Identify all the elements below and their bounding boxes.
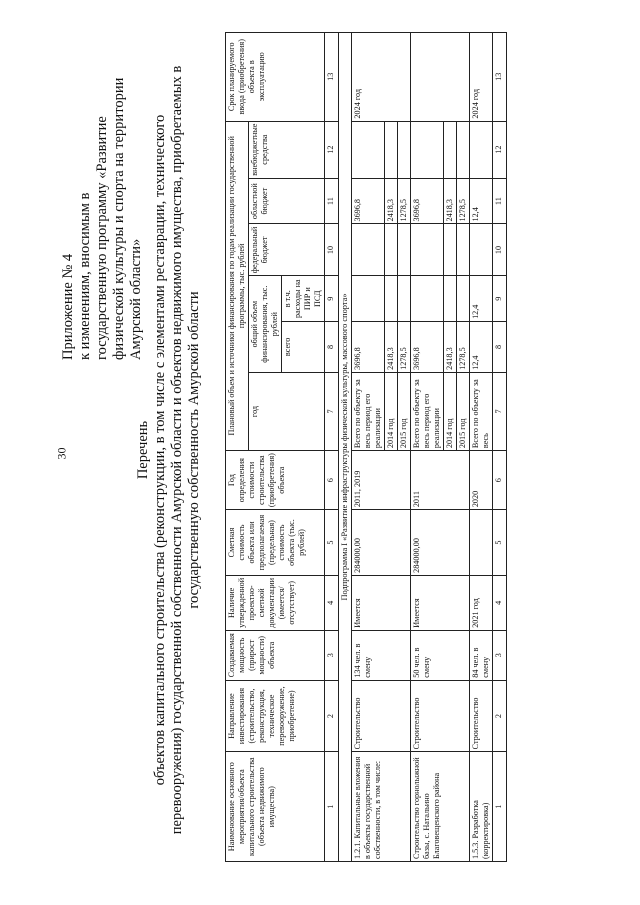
total-cell: 3696,8 — [411, 321, 444, 372]
capacity: 84 чел. в смену — [470, 630, 493, 680]
header-cell: год — [249, 372, 325, 450]
col-num: 7 — [325, 372, 339, 450]
col-num: 4 — [493, 575, 507, 630]
appendix-block — [60, 40, 145, 360]
col-num: 8 — [325, 321, 339, 372]
pir-cell — [352, 276, 385, 321]
header-cell: в т.ч. расходы на ПИР и ПСД — [282, 276, 325, 321]
col-num: 13 — [325, 33, 339, 122]
year-cell: 2014 год — [444, 372, 457, 450]
pir-cell — [398, 276, 411, 321]
title-line: государственную собственность Амурской области — [186, 291, 202, 609]
header-cell: Плановый объем и источники финансирования по годам реализации государственной программы, тыс. рублей — [226, 121, 249, 451]
col-num: 2 — [325, 680, 339, 752]
document-sheet — [20, 20, 620, 880]
regional-cell: 2418,3 — [385, 178, 398, 224]
year-cell: 2014 год — [385, 372, 398, 450]
cost — [470, 510, 493, 576]
total-cell: 12,4 — [470, 321, 493, 372]
appendix-line: Приложение № 4 — [60, 253, 76, 360]
col-num: 7 — [493, 372, 507, 450]
header-cell: внебюджетные средства — [249, 121, 325, 178]
pir-cell — [411, 276, 444, 321]
extra-cell — [444, 121, 457, 178]
cost-year: 2020 — [470, 451, 493, 510]
federal-cell — [352, 224, 385, 276]
col-num: 3 — [493, 630, 507, 680]
regional-cell: 2418,3 — [444, 178, 457, 224]
col-num: 9 — [493, 276, 507, 321]
title-line: объектов капитального строительства (реконструкции, в том числе с элементами реставрации, технического — [152, 114, 168, 786]
extra-cell — [398, 121, 411, 178]
total-cell: 2418,3 — [385, 321, 398, 372]
col-num: 2 — [493, 680, 507, 752]
header-cell: Срок планируемого ввода (приобретения) объекта в эксплуатацию — [226, 33, 325, 122]
col-num: 5 — [493, 510, 507, 576]
header-cell: Наименование основного мероприятия/объекта капитального строительства (объекта недвижимого имущества) — [226, 752, 325, 862]
col-num: 1 — [325, 752, 339, 862]
cost: 284000,00 — [411, 510, 470, 576]
column-number-row — [325, 33, 339, 862]
col-num: 11 — [325, 178, 339, 224]
title-line: перевооружения) государственной собственности Амурской области и объектов недвижимого имущества, приобретаемых в — [169, 65, 185, 835]
header-cell: Наличие утвержденной проектно-сметной документации (имеется/отсутствует) — [226, 575, 325, 630]
header-cell: областной бюджет — [249, 178, 325, 224]
extra-cell — [457, 121, 470, 178]
federal-cell — [398, 224, 411, 276]
title-heading: Перечень — [135, 420, 151, 480]
federal-cell — [411, 224, 444, 276]
header-row — [226, 33, 249, 862]
col-num: 13 — [493, 33, 507, 122]
col-num: 5 — [325, 510, 339, 576]
table-row — [352, 33, 385, 862]
term-cell: 2024 год — [470, 33, 493, 122]
objects-table — [225, 32, 507, 862]
total-cell: 3696,8 — [352, 321, 385, 372]
col-num: 10 — [325, 224, 339, 276]
year-cell: 2015 год — [457, 372, 470, 450]
header-cell: всего — [282, 321, 325, 372]
term-cell — [411, 33, 470, 122]
header-cell: Сметная стоимость объекта или предполагаемая (предельная) стоимость объекта (тыс. рублей) — [226, 510, 325, 576]
extra-cell — [385, 121, 398, 178]
direction: Строительство — [470, 680, 493, 752]
document-title — [135, 40, 203, 860]
pir-cell — [444, 276, 457, 321]
page-number: 30 — [54, 447, 69, 460]
appendix-line: Амурской области» — [128, 238, 144, 360]
cost-year: 2011 — [411, 451, 470, 510]
header-cell: Создаваемая мощность (прирост мощности) объекта — [226, 630, 325, 680]
object-name: Строительство горнолыжной базы, с. Натальино Благовещенского района — [411, 752, 470, 862]
col-num: 4 — [325, 575, 339, 630]
col-num: 9 — [325, 276, 339, 321]
table-row — [470, 33, 493, 862]
extra-cell — [470, 121, 493, 178]
col-num: 6 — [325, 451, 339, 510]
pir-cell — [457, 276, 470, 321]
regional-cell: 3696,8 — [411, 178, 444, 224]
federal-cell — [385, 224, 398, 276]
header-cell: федеральный бюджет — [249, 224, 325, 276]
total-cell: 2418,3 — [444, 321, 457, 372]
col-num: 1 — [493, 752, 507, 862]
cost-year: 2011, 2019 — [352, 451, 411, 510]
col-num: 6 — [493, 451, 507, 510]
capacity: 50 чел. в смену — [411, 630, 470, 680]
regional-cell: 1278,5 — [457, 178, 470, 224]
extra-cell — [352, 121, 385, 178]
table-row — [411, 33, 444, 862]
capacity: 134 чел. в смену — [352, 630, 411, 680]
federal-cell — [444, 224, 457, 276]
federal-cell — [470, 224, 493, 276]
regional-cell: 1278,5 — [398, 178, 411, 224]
subprogram-title: Подпрограмма I «Развитие инфраструктуры физической культуры, массового спорта» — [339, 33, 352, 862]
pir-cell: 12,4 — [470, 276, 493, 321]
total-cell: 1278,5 — [398, 321, 411, 372]
direction: Строительство — [352, 680, 411, 752]
subprogram-row — [339, 33, 352, 862]
col-num: 11 — [493, 178, 507, 224]
federal-cell — [457, 224, 470, 276]
object-name: 1.2.1. Капитальные вложения в объекты государственной собственности, в том числе: — [352, 752, 411, 862]
psd-status: 2021 год — [470, 575, 493, 630]
total-cell: 1278,5 — [457, 321, 470, 372]
col-num: 3 — [325, 630, 339, 680]
regional-cell: 12,4 — [470, 178, 493, 224]
regional-cell: 3696,8 — [352, 178, 385, 224]
appendix-line: государственную программу «Развитие — [94, 116, 110, 360]
year-cell: Всего по объекту за весь период его реализации — [352, 372, 385, 450]
direction: Строительство — [411, 680, 470, 752]
cost: 284000,00 — [352, 510, 411, 576]
col-num: 10 — [493, 224, 507, 276]
year-cell: Всего по объекту за весь период его реализации — [411, 372, 444, 450]
term-cell: 2024 год — [352, 33, 411, 122]
col-num: 12 — [325, 121, 339, 178]
column-number-row — [493, 33, 507, 862]
object-name: 1.5.3. Разработка (корректировка) — [470, 752, 493, 862]
col-num: 12 — [493, 121, 507, 178]
header-cell: Год определения стоимости строительства (приобретения) объекта — [226, 451, 325, 510]
psd-status: Имеется — [352, 575, 411, 630]
col-num: 8 — [493, 321, 507, 372]
pir-cell — [385, 276, 398, 321]
appendix-line: физической культуры и спорта на территории — [111, 77, 127, 360]
year-cell: 2015 год — [398, 372, 411, 450]
header-cell: Направление инвестирования (строительство, реконструкция, техническое перевооружение, приобретение) — [226, 680, 325, 752]
psd-status: Имеется — [411, 575, 470, 630]
year-cell: Всего по объекту за весь — [470, 372, 493, 450]
header-cell: общий объем финансирования, тыс. рублей — [249, 276, 282, 372]
extra-cell — [411, 121, 444, 178]
appendix-line: к изменениям, вносимым в — [77, 192, 93, 360]
